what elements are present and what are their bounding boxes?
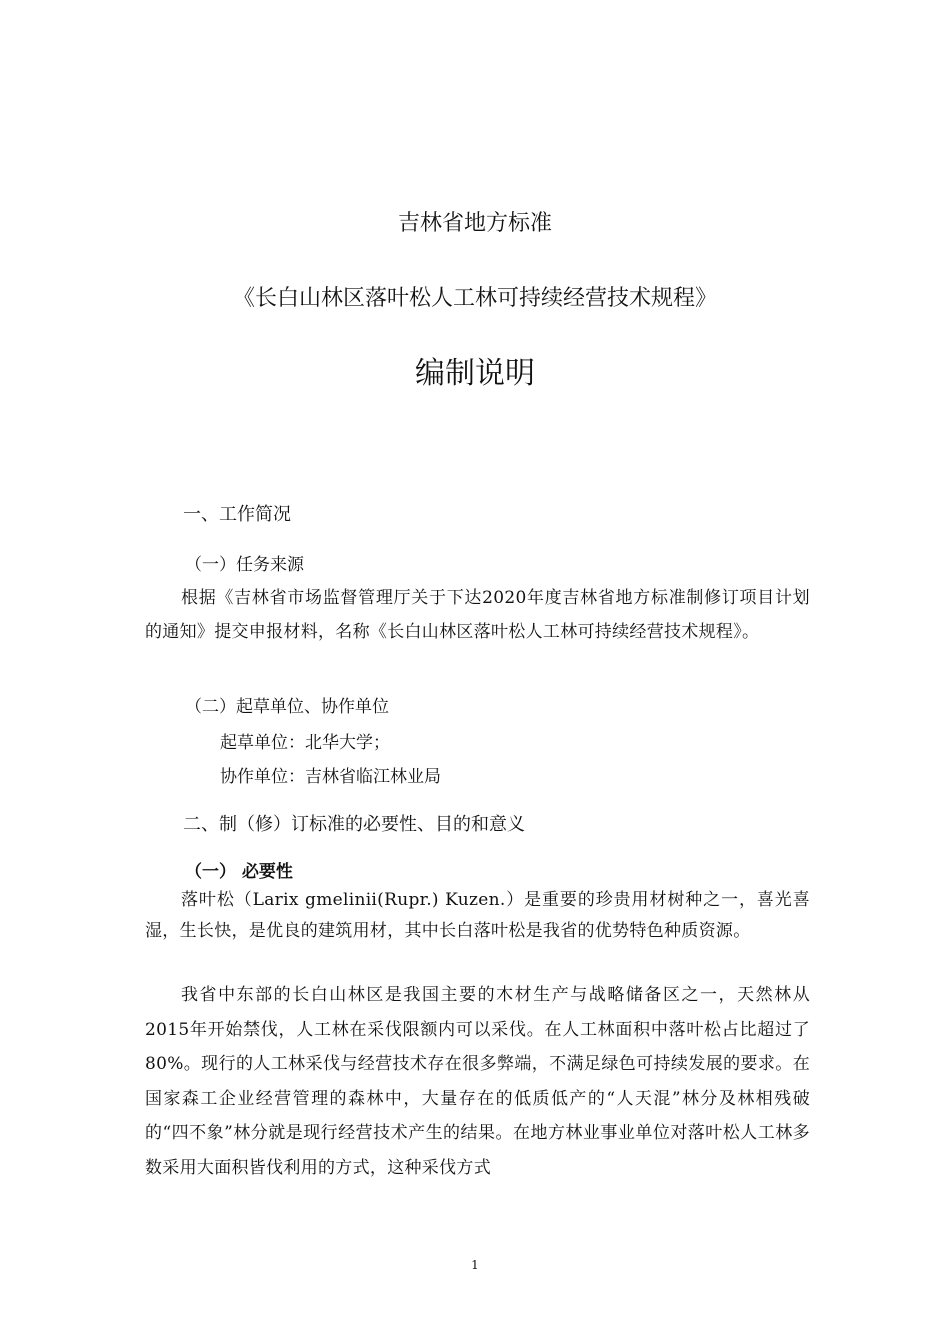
paragraph-changbai-forest: 我省中东部的长白山林区是我国主要的木材生产与战略储备区之一，天然林从2015年开始禁伐，人工林在采伐限额内可以采伐。在人工林面积中落叶松占比超过了80%。现行的人工林采伐与经营技术存在很多弊端，不满足绿色可持续发展的要求。在国家森工企业经营管理的森林中，大量存在的低质低产的“人天混”林分及林相残破的“四不象”林分就是现行经营技术产生的结果。在地方林业事业单位对落叶松人工林多数采用大面积皆伐利用的方式，这种采伐方式 — [145, 985, 810, 1178]
subsection-heading-task-source: （一）任务来源 — [185, 555, 304, 575]
section-heading-work-overview: 一、工作简况 — [183, 504, 291, 525]
standard-title: 吉林省地方标准 — [397, 211, 552, 236]
document-title: 编制说明 — [415, 356, 535, 391]
cooperating-unit: 协作单位：吉林省临江林业局 — [220, 767, 441, 787]
paragraph-larch-intro: 落叶松（Larix gmelinii(Rupr.) Kuzen.）是重要的珍贵用材树种之一，喜光喜湿，生长快，是优良的建筑用材，其中长白落叶松是我省的优势特色种质资源。 — [145, 890, 810, 941]
subsection-heading-units: （二）起草单位、协作单位 — [185, 697, 389, 717]
page-number: 1 — [471, 1258, 479, 1272]
section-heading-necessity: 二、制（修）订标准的必要性、目的和意义 — [183, 814, 525, 835]
paragraph-task-source: 根据《吉林省市场监督管理厅关于下达2020年度吉林省地方标准制修订项目计划的通知》提交申报材料，名称《长白山林区落叶松人工林可持续经营技术规程》。 — [145, 588, 810, 642]
subsection-heading-necessity: （一） 必要性 — [185, 862, 293, 882]
standard-name: 《长白山林区落叶松人工林可持续经营技术规程》 — [232, 286, 717, 311]
drafting-unit: 起草单位：北华大学； — [220, 733, 390, 753]
